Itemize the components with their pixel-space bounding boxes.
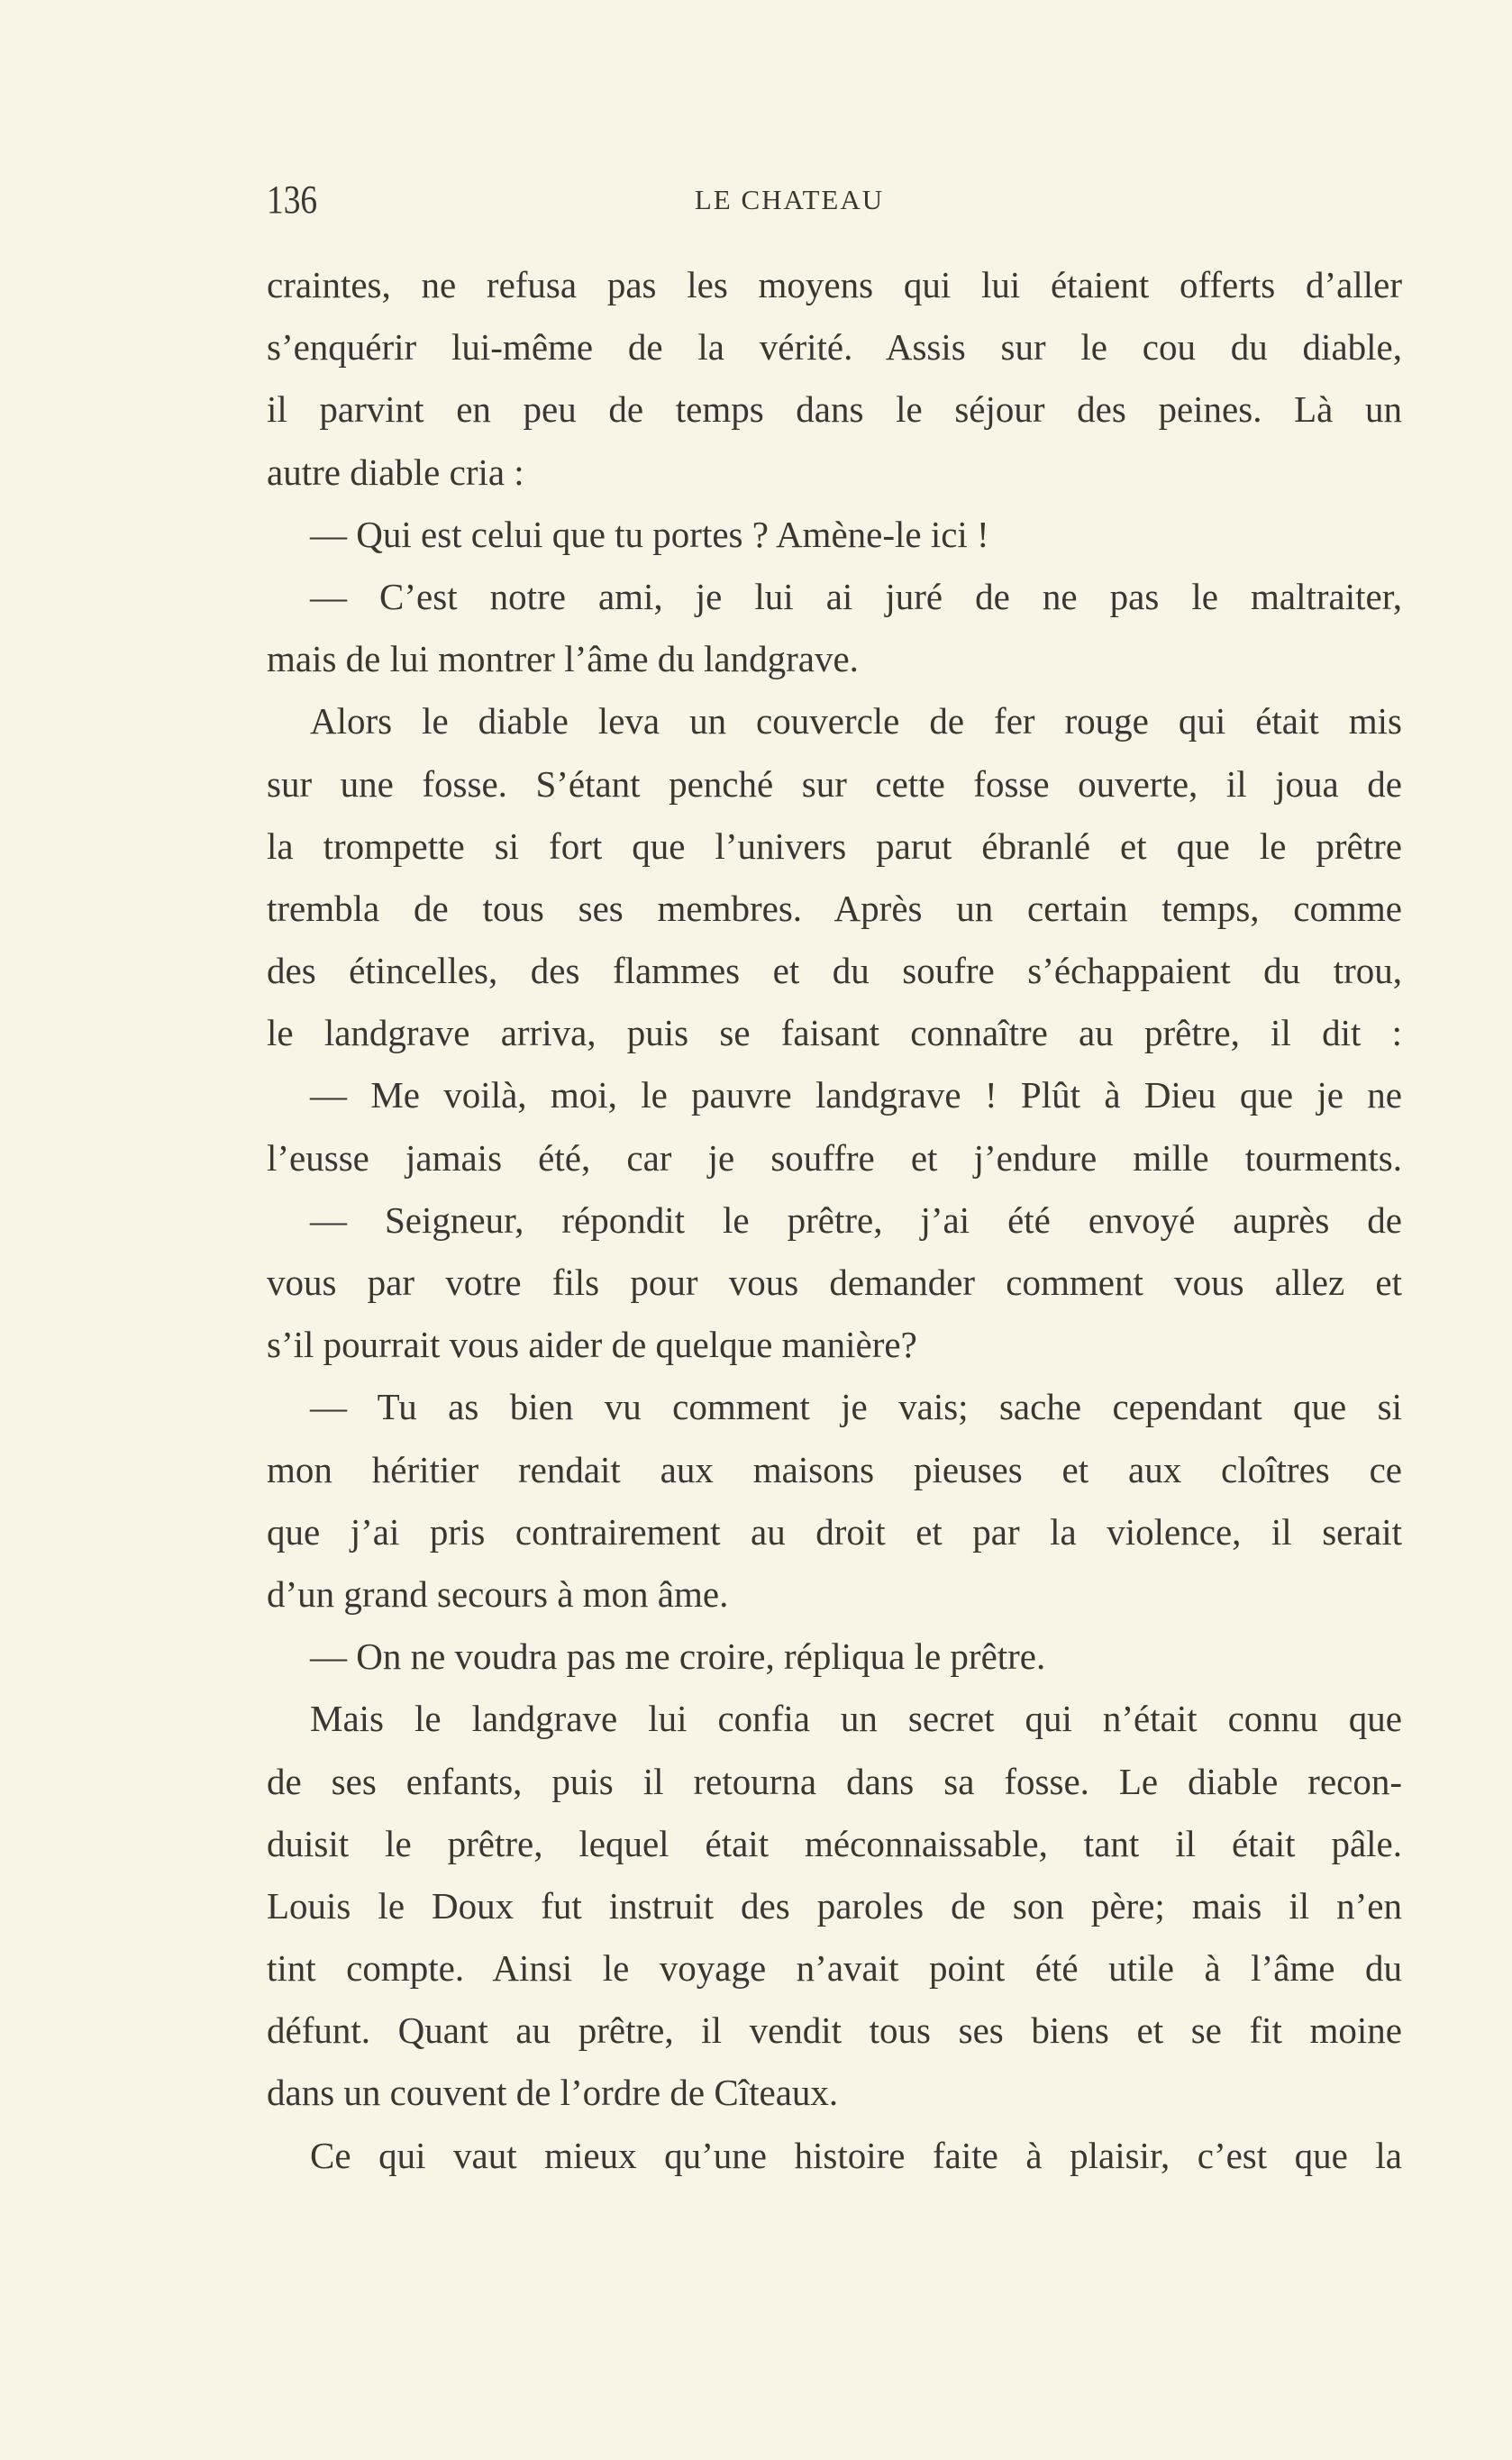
text-line: autre diable cria : bbox=[267, 451, 524, 493]
text-line: des étincelles, des flammes et du soufre s’échappaient du trou, bbox=[267, 950, 1402, 992]
text-line: d’un grand secours à mon âme. bbox=[267, 1572, 729, 1615]
text-line: — On ne voudra pas me croire, répliqua le prêtre. bbox=[310, 1635, 1046, 1678]
text-line: sur une fosse. S’étant penché sur cette fosse ouverte, il joua de bbox=[267, 762, 1402, 805]
text-line: s’enquérir lui-même de la vérité. Assis sur le cou du diable, bbox=[267, 326, 1402, 369]
text-line: Louis le Doux fut instruit des paroles de son père; mais il n’en bbox=[267, 1884, 1402, 1927]
text-line: il parvint en peu de temps dans le séjour des peines. Là un bbox=[267, 388, 1402, 431]
text-line: Ce qui vaut mieux qu’une histoire faite à plaisir, c’est que la bbox=[310, 2134, 1402, 2176]
text-line: Alors le diable leva un couvercle de fer rouge qui était mis bbox=[310, 700, 1402, 743]
text-line: vous par votre fils pour vous demander comment vous allez et bbox=[267, 1262, 1402, 1303]
page-number: 136 bbox=[267, 178, 318, 222]
text-line: trembla de tous ses membres. Après un certain temps, comme bbox=[267, 887, 1402, 929]
text-line: la trompette si fort que l’univers parut ébranlé et que le prêtre bbox=[267, 825, 1402, 867]
text-line: — Qui est celui que tu portes ? Amène-le ici ! bbox=[310, 513, 989, 555]
text-line: mais de lui montrer l’âme du landgrave. bbox=[267, 638, 859, 680]
text-line: de ses enfants, puis il retourna dans sa fosse. Le diable recon- bbox=[267, 1760, 1402, 1802]
text-line: que j’ai pris contrairement au droit et par la violence, il serait bbox=[267, 1510, 1402, 1553]
text-line: l’eusse jamais été, car je souffre et j’endure mille tourments. bbox=[267, 1136, 1402, 1179]
text-line: défunt. Quant au prêtre, il vendit tous ses biens et se fit moine bbox=[267, 2009, 1402, 2052]
text-line: — C’est notre ami, je lui ai juré de ne pas le maltraiter, bbox=[310, 575, 1402, 617]
text-line: dans un couvent de l’ordre de Cîteaux. bbox=[267, 2072, 839, 2114]
text-line: — Tu as bien vu comment je vais; sache cependant que si bbox=[310, 1386, 1402, 1428]
running-title: LE CHATEAU bbox=[694, 184, 885, 215]
body-text bbox=[267, 260, 1402, 2192]
text-line: craintes, ne refusa pas les moyens qui lui étaient offerts d’aller bbox=[267, 264, 1402, 305]
text-line: — Seigneur, répondit le prêtre, j’ai été envoyé auprès de bbox=[310, 1198, 1402, 1241]
text-line: le landgrave arriva, puis se faisant connaître au prêtre, il dit : bbox=[267, 1012, 1402, 1054]
text-line: Mais le landgrave lui confia un secret qui n’était connu que bbox=[310, 1698, 1402, 1740]
page-header bbox=[267, 177, 1402, 222]
text-line: tint compte. Ainsi le voyage n’avait point été utile à l’âme du bbox=[267, 1947, 1402, 1990]
text-line: s’il pourrait vous aider de quelque manière? bbox=[267, 1324, 917, 1366]
text-line: duisit le prêtre, lequel était méconnaissable, tant il était pâle. bbox=[267, 1822, 1402, 1864]
text-line: — Me voilà, moi, le pauvre landgrave ! Plût à Dieu que je ne bbox=[310, 1074, 1402, 1116]
text-line: mon héritier rendait aux maisons pieuses et aux cloîtres ce bbox=[267, 1448, 1402, 1490]
